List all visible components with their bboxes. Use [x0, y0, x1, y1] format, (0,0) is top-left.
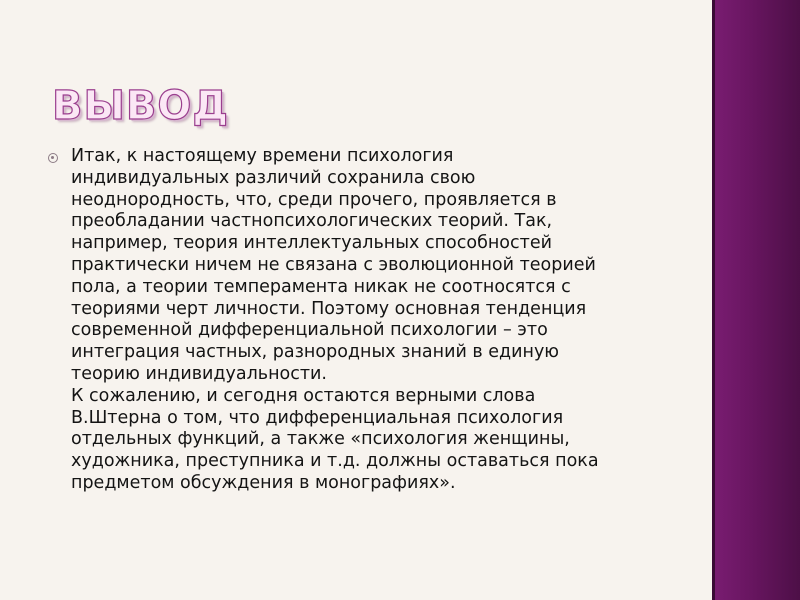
slide-title: ВЫВОД — [52, 83, 230, 129]
content-list — [48, 146, 668, 495]
decorative-side-band — [712, 0, 800, 600]
bullet-text: Итак, к настоящему времени психология индивидуальных различий сохранила свою неоднородность, что, среди прочего, проявляется в преобладании частнопсихологических теорий. Так, например, теория интеллектуальных способностей практически ничем не связана с эволюционной теорией пола, а теории темперамента никак не соотносятся с теориями черт личности. Поэтому основная тенденция современной дифференциальной психологии – это интеграция частных, разнородных знаний в единую теорию индивидуальности. К сожалению, и сегодня остаются верными слова В.Штерна о том, что дифференциальная психология отдельных функций, а также «психология женщины, художника, преступника и т.д. должны оставаться пока предметом обсуждения в монографиях». — [71, 146, 599, 493]
list-item — [48, 146, 668, 495]
circle-bullet-icon — [48, 153, 58, 163]
